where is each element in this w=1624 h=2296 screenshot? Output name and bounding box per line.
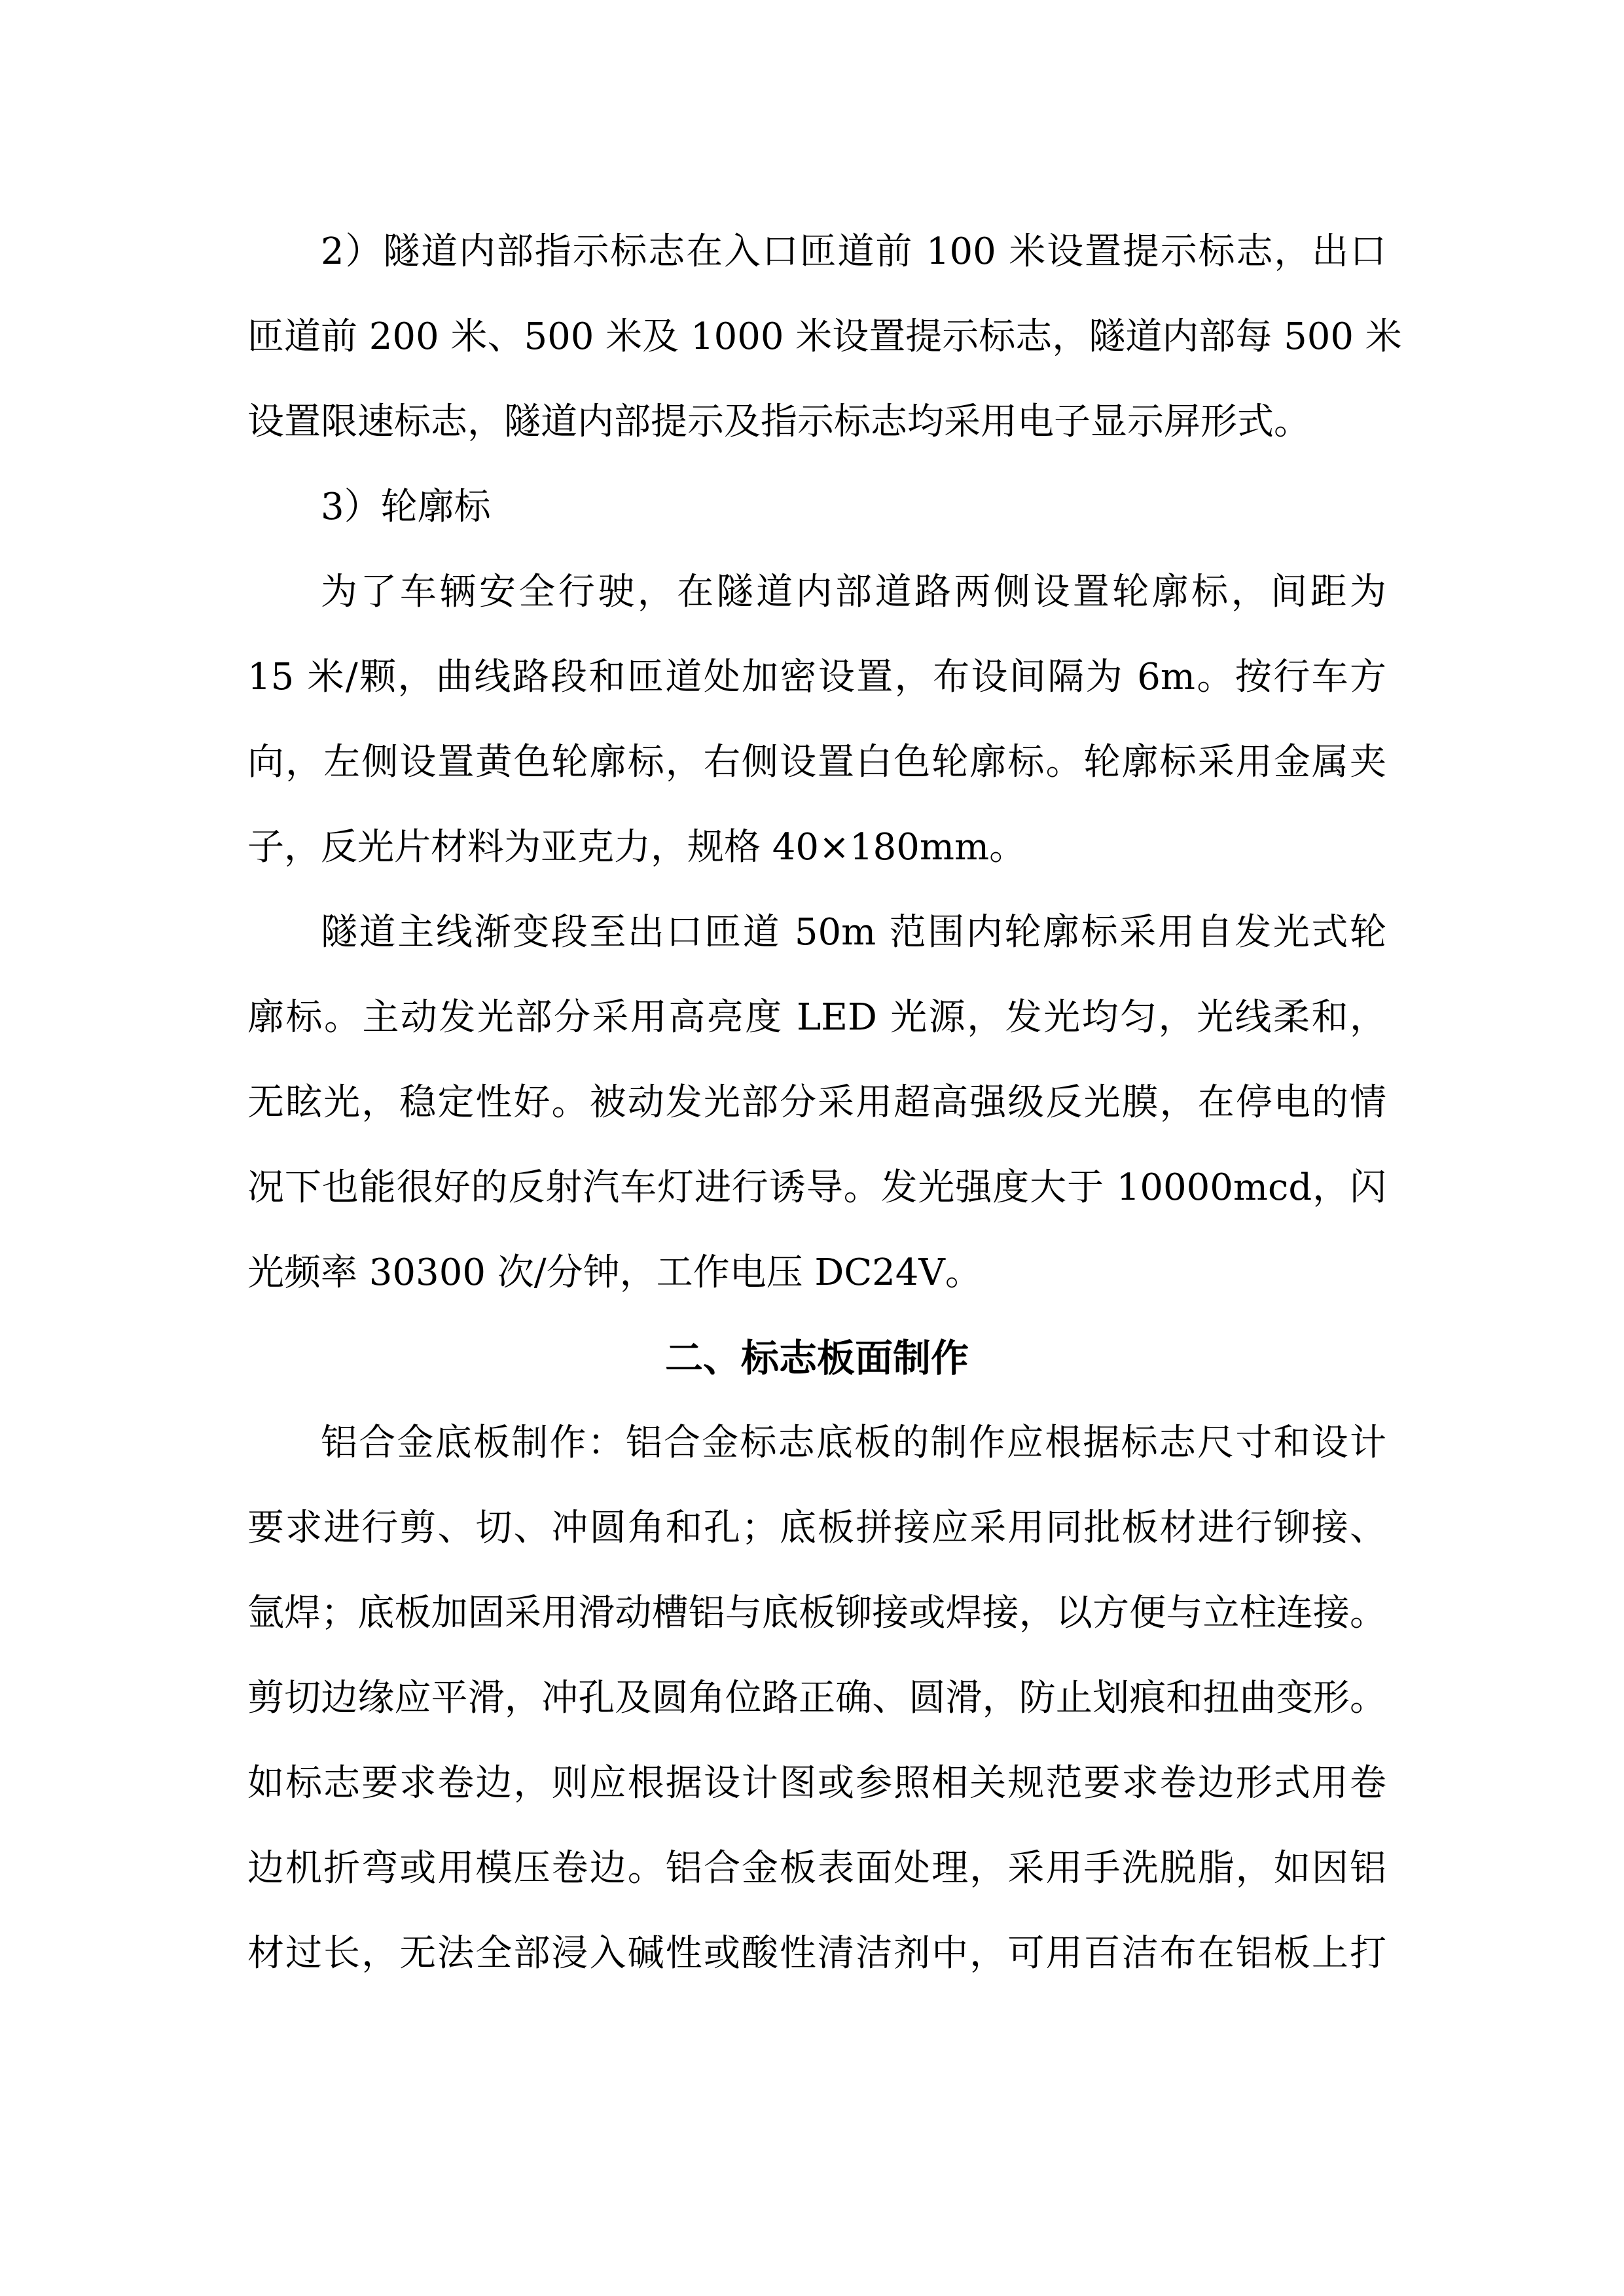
text-line: 如标志要求卷边，则应根据设计图或参照相关规范要求卷边形式用卷 (247, 1762, 1386, 1804)
text-line: 为了车辆安全行驶，在隧道内部道路两侧设置轮廓标，间距为 (321, 571, 1386, 613)
text-line: 无眩光，稳定性好。被动发光部分采用超高强级反光膜，在停电的情 (247, 1081, 1386, 1124)
text-line: 子，反光片材料为亚克力，规格 40×180mm。 (247, 826, 1026, 869)
section-heading: 二、标志板面制作 (664, 1336, 969, 1380)
paragraph-tunnel-signs (247, 209, 1402, 465)
text-line: 设置限速标志，隧道内部提示及指示标志均采用电子显示屏形式。 (247, 401, 1310, 443)
text-line: 光频率 30300 次/分钟，工作电压 DC24V。 (247, 1251, 982, 1294)
text-line: 15 米/颗，曲线路段和匝道处加密设置，布设间隔为 6m。按行车方 (247, 656, 1386, 698)
text-line: 剪切边缘应平滑，冲孔及圆角位路正确、圆滑，防止划痕和扭曲变形。 (247, 1677, 1386, 1719)
text-line: 材过长，无法全部浸入碱性或酸性清洁剂中，可用百洁布在铝板上打 (247, 1932, 1386, 1975)
text-line: 匝道前 200 米、500 米及 1000 米设置提示标志，隧道内部每 500 米 (247, 315, 1402, 358)
paragraph-delineator-heading (247, 465, 1386, 550)
text-line: 况下也能很好的反射汽车灯进行诱导。发光强度大于 10000mcd，闪 (247, 1166, 1386, 1209)
paragraph-delineator-spacing (247, 550, 1386, 890)
text-line: 氩焊；底板加固采用滑动槽铝与底板铆接或焊接，以方便与立柱连接。 (247, 1592, 1386, 1634)
text-line: 廓标。主动发光部分采用高亮度 LED 光源，发光均匀，光线柔和， (247, 996, 1386, 1039)
text-line: 铝合金底板制作：铝合金标志底板的制作应根据标志尺寸和设计 (321, 1422, 1386, 1464)
text-line: 边机折弯或用模压卷边。铝合金板表面处理，采用手洗脱脂，如因铝 (247, 1847, 1386, 1890)
text-line: 要求进行剪、切、冲圆角和孔；底板拼接应采用同批板材进行铆接、 (247, 1507, 1386, 1549)
document-body (247, 209, 1402, 1996)
text-line: 3）轮廓标 (321, 486, 491, 528)
text-line: 向，左侧设置黄色轮廓标，右侧设置白色轮廓标。轮廓标采用金属夹 (247, 741, 1386, 783)
paragraph-aluminum-plate (247, 1401, 1386, 1996)
paragraph-self-luminous-delineator (247, 890, 1386, 1316)
text-line: 2）隧道内部指示标志在入口匝道前 100 米设置提示标志，出口 (321, 230, 1386, 273)
text-line: 隧道主线渐变段至出口匝道 50m 范围内轮廓标采用自发光式轮 (321, 911, 1386, 954)
